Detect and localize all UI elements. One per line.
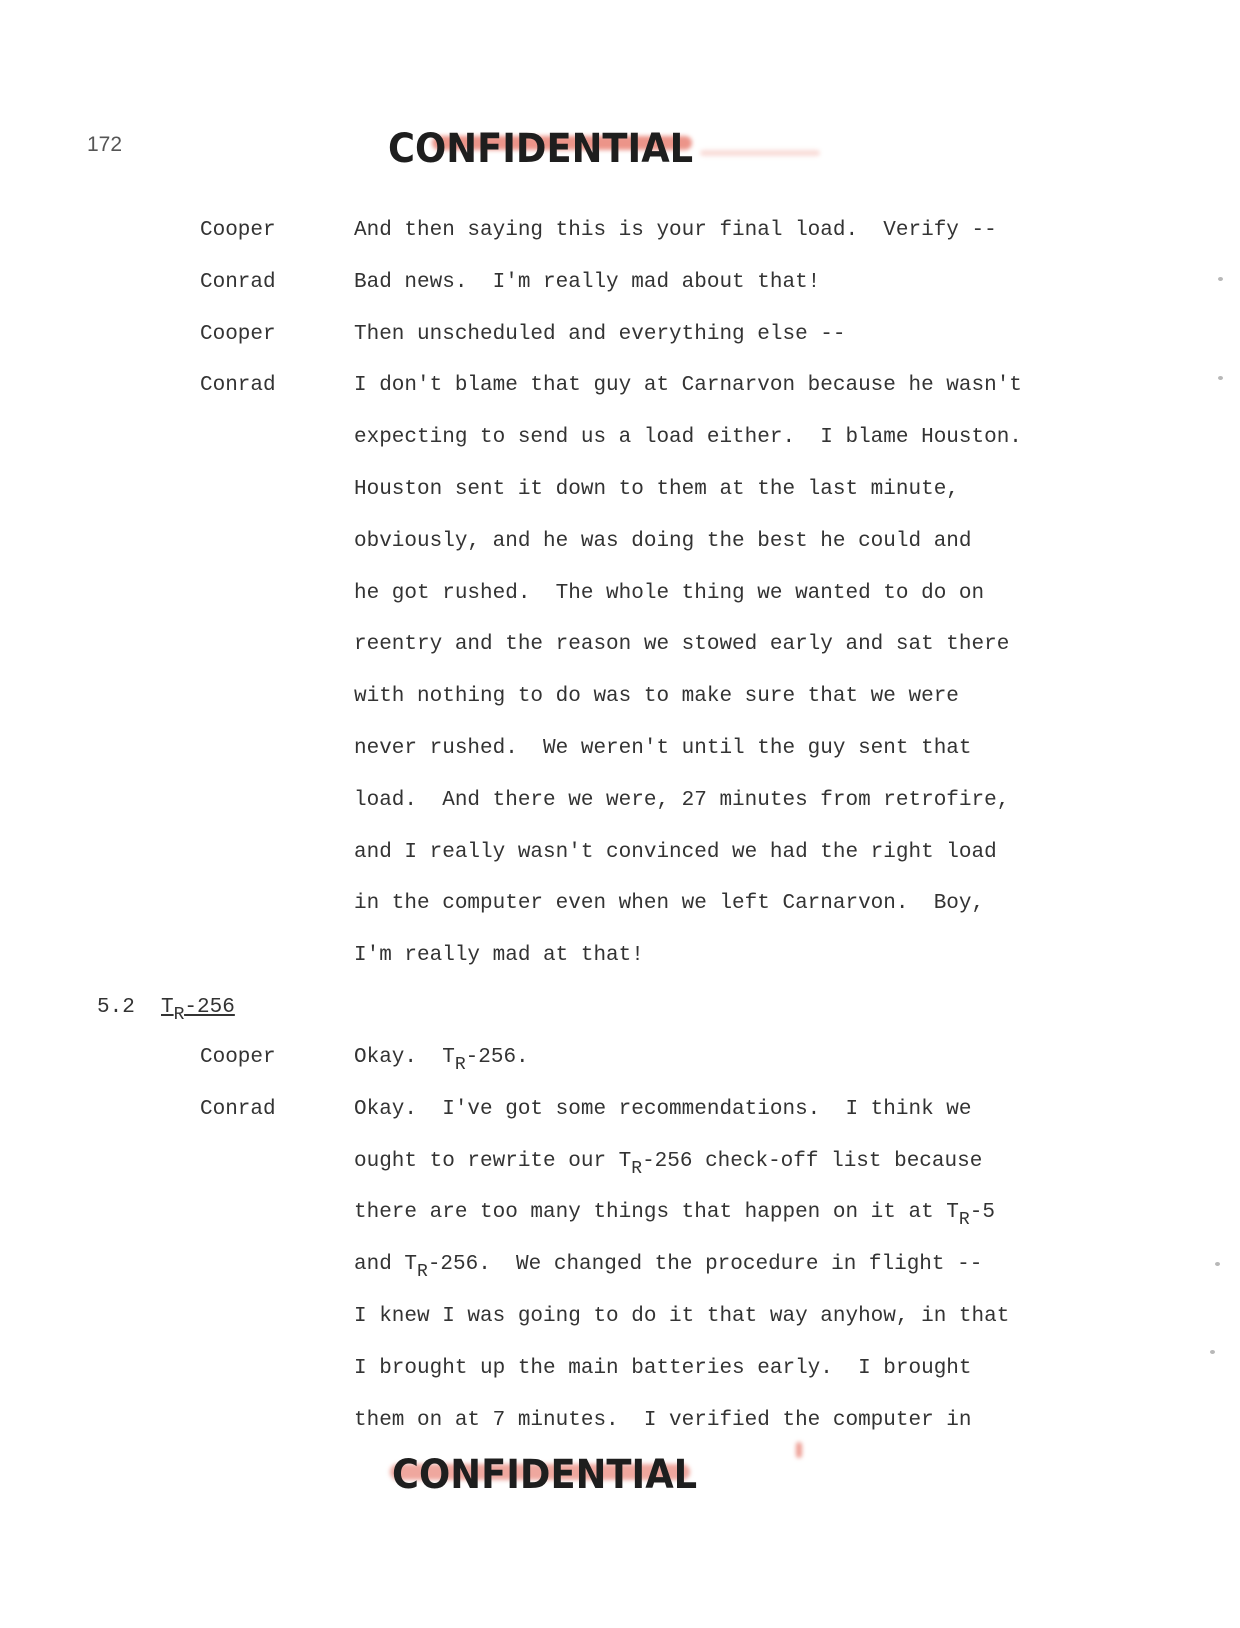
transcript-line: Then unscheduled and everything else -- (354, 323, 846, 346)
speaker-label: Conrad (200, 271, 276, 294)
subscript: R (958, 1210, 970, 1230)
transcript-line: I'm really mad at that! (354, 944, 644, 967)
transcript-line: I don't blame that guy at Carnarvon because he wasn't (354, 374, 1022, 397)
transcript-line: Bad news. I'm really mad about that! (354, 271, 821, 294)
transcript-line: reentry and the reason we stowed early and sat there (354, 633, 1010, 656)
text-segment: -256. We changed the procedure in flight -- (427, 1253, 983, 1276)
transcript-line: Houston sent it down to them at the last minute, (354, 478, 959, 501)
transcript-line: obviously, and he was doing the best he could and (354, 530, 972, 553)
transcript-line: And then saying this is your final load. Verify -- (354, 219, 997, 242)
text-segment: -256 check-off list because (642, 1150, 983, 1173)
speaker-label: Conrad (200, 374, 276, 397)
transcript-line: load. And there we were, 27 minutes from retrofire, (354, 789, 1010, 812)
confidential-stamp-bottom: CONFIDENTIAL (392, 1452, 698, 1498)
paper-speck (1218, 376, 1223, 380)
section-title: $T_R-256$ (161, 996, 235, 1025)
text-segment: -5 (969, 1201, 995, 1224)
red-ink-mark (796, 1442, 802, 1458)
text-segment: I brought up the main batteries early. I brought (354, 1357, 972, 1380)
section-number: 5.2 (97, 996, 135, 1019)
speaker-label: Cooper (200, 1046, 276, 1069)
subscript: R (454, 1055, 466, 1075)
transcript-line (354, 1408, 972, 1434)
speaker-label: Cooper (200, 323, 276, 346)
transcript-line: he got rushed. The whole thing we wanted to do on (354, 582, 985, 605)
text-segment: and T (354, 1253, 418, 1276)
transcript-line: with nothing to do was to make sure that we were (354, 685, 959, 708)
transcript-line: and I really wasn't convinced we had the right load (354, 841, 997, 864)
text-segment: -256. (465, 1046, 529, 1069)
transcript-line (354, 1252, 983, 1282)
transcript-line: expecting to send us a load either. I blame Houston. (354, 426, 1022, 449)
transcript-line (354, 1200, 995, 1230)
transcript-line: never rushed. We weren't until the guy sent that (354, 737, 972, 760)
subscript: R (417, 1262, 428, 1282)
speaker-label: Cooper (200, 219, 276, 242)
subscript: R (631, 1159, 643, 1179)
paper-speck (1210, 1350, 1215, 1354)
page-number: 172 (87, 133, 123, 156)
text-segment: Okay. I've got some recommendations. I think we (354, 1098, 972, 1121)
text-segment: ought to rewrite our T (354, 1150, 632, 1173)
paper-speck (1218, 277, 1223, 281)
transcript-line (354, 1304, 1009, 1330)
transcript-line (354, 1097, 972, 1123)
transcript-line (354, 1045, 529, 1075)
text-segment: I knew I was going to do it that way anyhow, in that (354, 1305, 1010, 1328)
transcript-line (354, 1149, 983, 1179)
text-segment: there are too many things that happen on it at T (354, 1201, 959, 1224)
confidential-stamp-top: CONFIDENTIAL (388, 126, 694, 172)
text-segment: them on at 7 minutes. I verified the computer in (354, 1409, 972, 1432)
paper-speck (1215, 1262, 1220, 1266)
red-ink-mark (700, 150, 820, 156)
text-segment: Okay. T (354, 1046, 455, 1069)
speaker-label: Conrad (200, 1098, 276, 1121)
transcript-line (354, 1356, 972, 1382)
transcript-line: in the computer even when we left Carnarvon. Boy, (354, 892, 985, 915)
